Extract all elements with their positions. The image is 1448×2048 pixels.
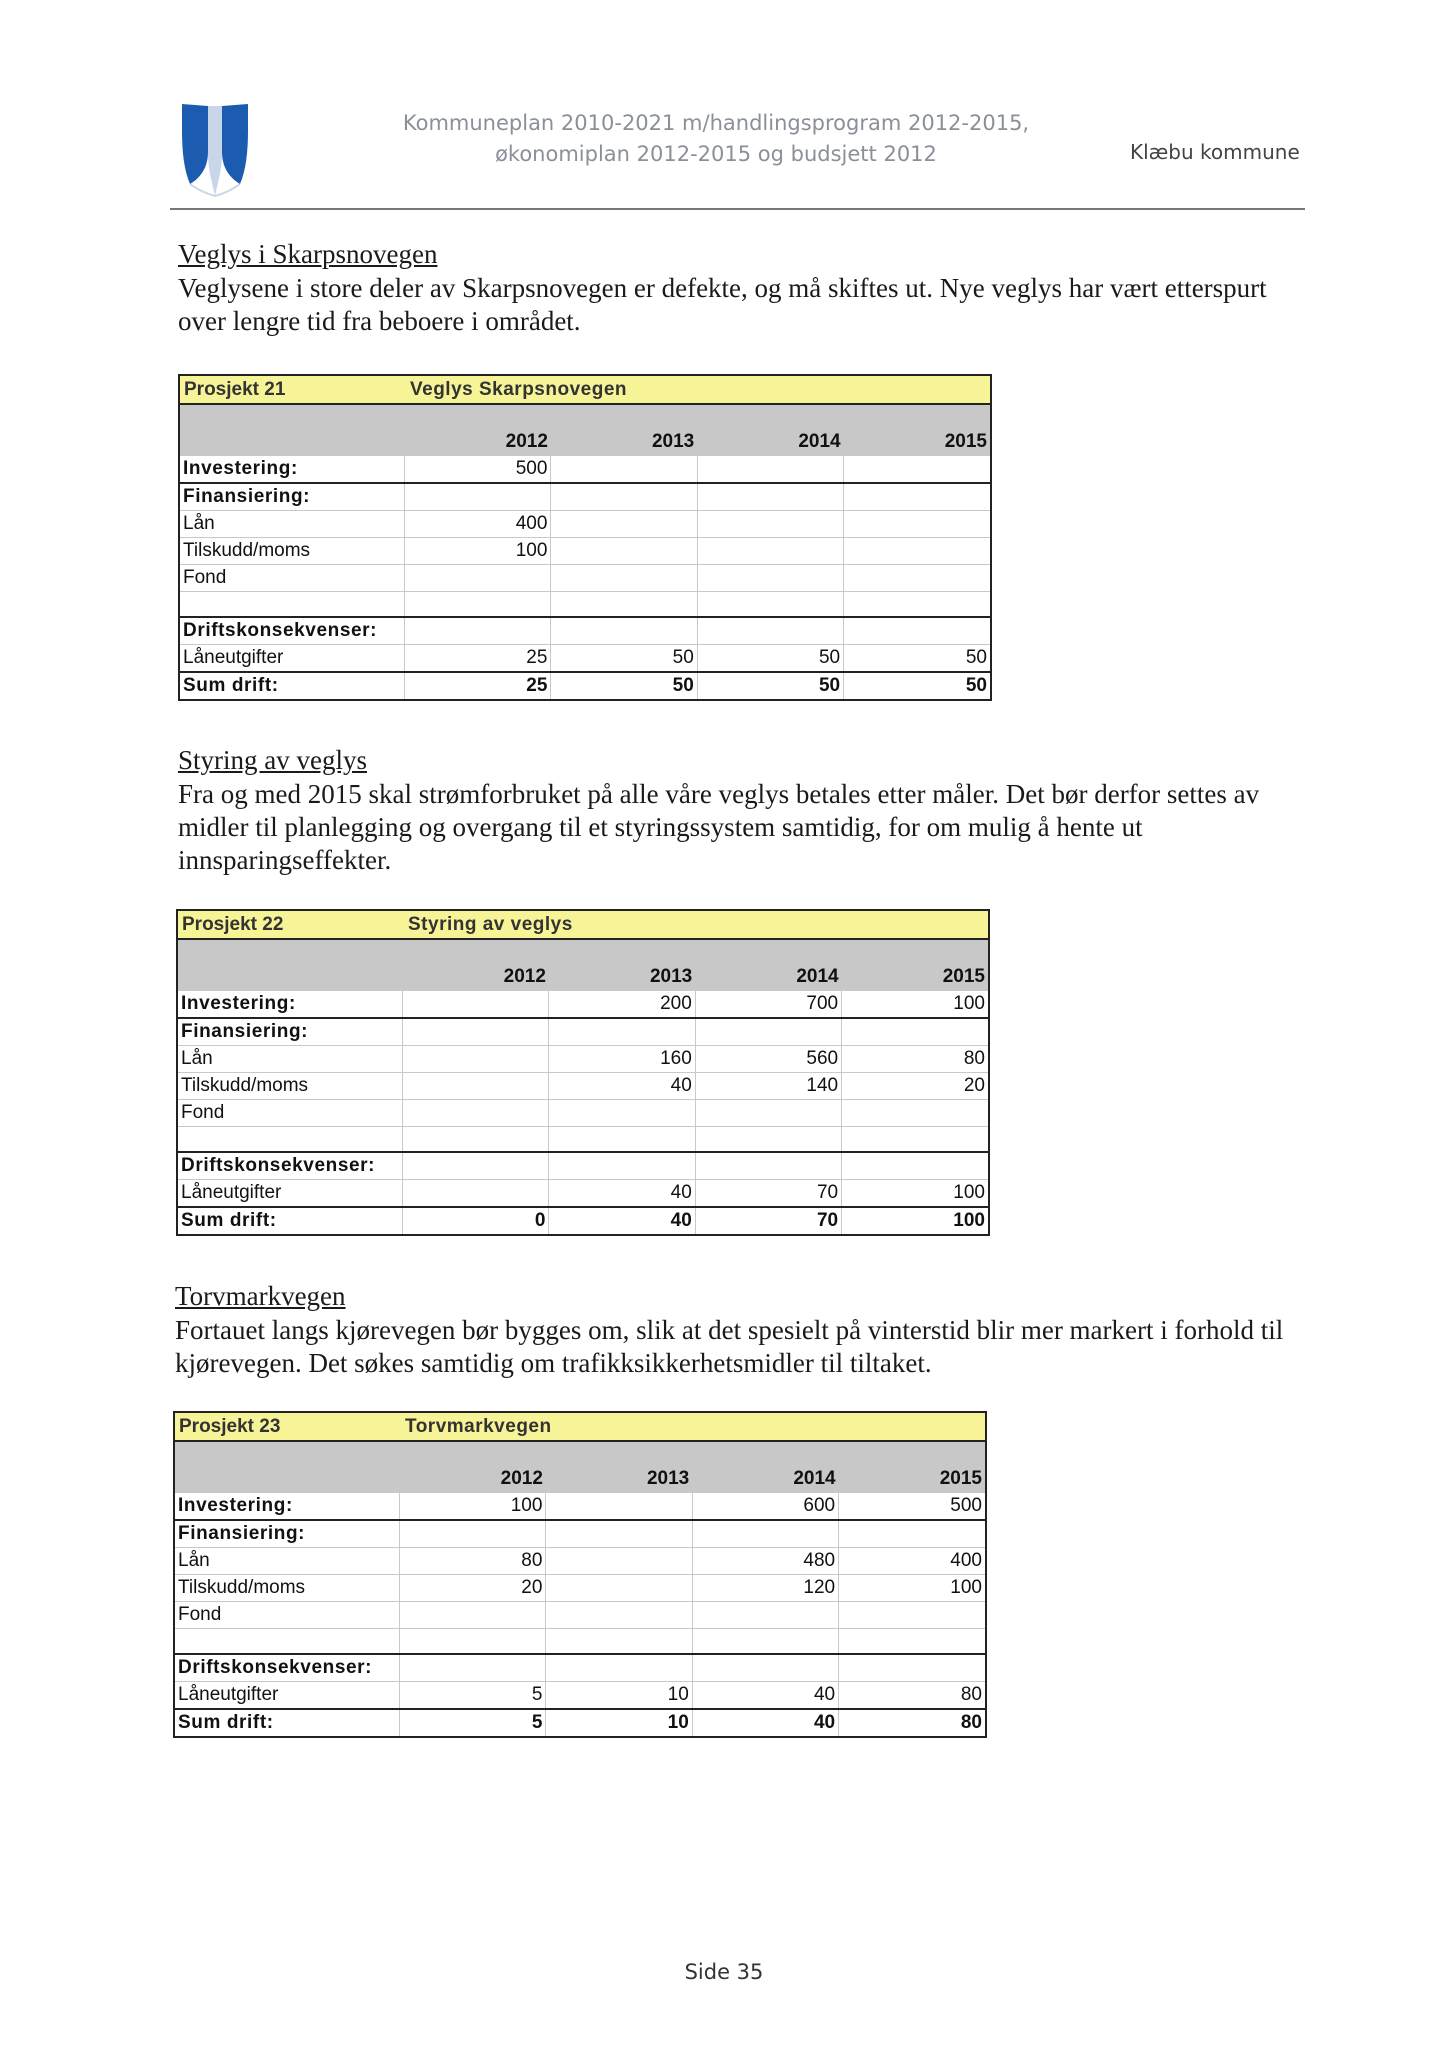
lan-2012: 80 — [400, 1548, 546, 1575]
sum-drift-2013: 10 — [546, 1709, 692, 1736]
fond-2015 — [839, 1602, 985, 1629]
laneutgifter-2012: 5 — [400, 1682, 546, 1710]
section-veglys-skarpsnovegen — [178, 238, 1298, 338]
investering-2012: 100 — [400, 1493, 546, 1521]
fond-2015 — [842, 1100, 988, 1127]
empty-cell — [692, 1520, 838, 1548]
empty-cell — [695, 1127, 841, 1153]
year-2014: 2014 — [695, 964, 841, 991]
empty-cell — [842, 1018, 988, 1046]
empty-cell — [405, 617, 551, 645]
sum-drift-2015: 80 — [839, 1709, 985, 1736]
header-title-line-1: Kommuneplan 2010-2021 m/handlingsprogram 2012-2015, — [402, 111, 1030, 135]
sum-drift-2014: 70 — [695, 1207, 841, 1234]
year-header-blank — [175, 1466, 400, 1493]
empty-cell — [549, 1127, 695, 1153]
driftskonsekvenser-row — [178, 1152, 988, 1180]
empty-cell — [546, 1654, 692, 1682]
sum-drift-row — [178, 1207, 988, 1234]
tilskudd-row — [180, 538, 990, 565]
investering-row — [180, 456, 990, 484]
sum-drift-2013: 50 — [551, 672, 697, 699]
lan-2014: 560 — [695, 1046, 841, 1073]
empty-cell — [549, 1018, 695, 1046]
project-table-21 — [178, 374, 992, 701]
fond-2012 — [400, 1602, 546, 1629]
laneutgifter-2012 — [403, 1180, 549, 1208]
sum-drift-2015: 100 — [842, 1207, 988, 1234]
table-shade-band — [175, 1442, 985, 1466]
empty-cell — [839, 1520, 985, 1548]
empty-cell — [180, 592, 405, 618]
fond-label: Fond — [175, 1602, 400, 1629]
lan-2014 — [697, 511, 843, 538]
empty-cell — [842, 1127, 988, 1153]
sum-drift-2014: 40 — [692, 1709, 838, 1736]
spacer-row — [180, 592, 990, 618]
investering-2013 — [551, 456, 697, 484]
fond-row — [180, 565, 990, 592]
empty-cell — [697, 483, 843, 511]
year-2012: 2012 — [400, 1466, 546, 1493]
project-name: Styring av veglys — [408, 914, 573, 935]
spacer-row — [175, 1629, 985, 1655]
tilskudd-2013 — [551, 538, 697, 565]
lan-label: Lån — [180, 511, 405, 538]
year-2012: 2012 — [405, 429, 551, 456]
project-title-bar — [178, 911, 988, 940]
lan-2014: 480 — [692, 1548, 838, 1575]
empty-cell — [405, 592, 551, 618]
empty-cell — [551, 592, 697, 618]
project-id: Prosjekt 23 — [179, 1416, 281, 1437]
lan-2015: 80 — [842, 1046, 988, 1073]
laneutgifter-2014: 50 — [697, 645, 843, 673]
sum-drift-2013: 40 — [549, 1207, 695, 1234]
section-heading: Styring av veglys — [178, 745, 367, 775]
project-id: Prosjekt 22 — [182, 914, 284, 935]
investering-2015: 500 — [839, 1493, 985, 1521]
lan-row — [178, 1046, 988, 1073]
tilskudd-2014 — [697, 538, 843, 565]
laneutgifter-row — [175, 1682, 985, 1710]
sum-drift-2012: 5 — [400, 1709, 546, 1736]
project-name: Torvmarkvegen — [405, 1416, 552, 1437]
sum-drift-label: Sum drift: — [175, 1709, 400, 1736]
tilskudd-row — [178, 1073, 988, 1100]
tilskudd-row — [175, 1575, 985, 1602]
year-2013: 2013 — [546, 1466, 692, 1493]
laneutgifter-label: Låneutgifter — [178, 1180, 403, 1208]
section-heading: Veglys i Skarpsnovegen — [178, 239, 438, 269]
header-divider — [170, 208, 1305, 210]
header-title-line-2: økonomiplan 2012-2015 og budsjett 2012 — [495, 142, 937, 166]
year-header-row — [175, 1466, 985, 1493]
investering-2013 — [546, 1493, 692, 1521]
sum-drift-label: Sum drift: — [178, 1207, 403, 1234]
year-header-row — [180, 429, 990, 456]
tilskudd-2013 — [546, 1575, 692, 1602]
year-2015: 2015 — [844, 429, 990, 456]
empty-cell — [405, 483, 551, 511]
fond-2015 — [844, 565, 990, 592]
empty-cell — [697, 592, 843, 618]
tilskudd-2015: 20 — [842, 1073, 988, 1100]
finansiering-row — [178, 1018, 988, 1046]
year-2012: 2012 — [403, 964, 549, 991]
fond-row — [175, 1602, 985, 1629]
laneutgifter-2014: 70 — [695, 1180, 841, 1208]
fond-2014 — [692, 1602, 838, 1629]
investering-2015: 100 — [842, 991, 988, 1019]
empty-cell — [842, 1152, 988, 1180]
fond-label: Fond — [178, 1100, 403, 1127]
investering-2014: 600 — [692, 1493, 838, 1521]
year-header-blank — [178, 964, 403, 991]
tilskudd-2014: 140 — [695, 1073, 841, 1100]
section-body-text: Fortauet langs kjørevegen bør bygges om, slik at det spesielt på vinterstid blir mer markert i forhold til kjørevegen. Det søkes samtidig om trafikksikkerhetsmidler til tiltaket. — [175, 1315, 1284, 1378]
year-header-blank — [180, 429, 405, 456]
laneutgifter-2013: 10 — [546, 1682, 692, 1710]
project-budget-grid — [175, 1466, 985, 1736]
finansiering-row — [175, 1520, 985, 1548]
finansiering-label: Finansiering: — [180, 483, 405, 511]
tilskudd-2012 — [403, 1073, 549, 1100]
fond-2014 — [695, 1100, 841, 1127]
fond-2013 — [546, 1602, 692, 1629]
empty-cell — [546, 1629, 692, 1655]
lan-row — [180, 511, 990, 538]
project-table-22 — [176, 909, 990, 1236]
tilskudd-label: Tilskudd/moms — [180, 538, 405, 565]
investering-2012: 500 — [405, 456, 551, 484]
lan-2013 — [551, 511, 697, 538]
table-shade-band — [178, 940, 988, 964]
empty-cell — [839, 1654, 985, 1682]
fond-2012 — [405, 565, 551, 592]
driftskonsekvenser-label: Driftskonsekvenser: — [180, 617, 405, 645]
investering-label: Investering: — [175, 1493, 400, 1521]
tilskudd-2015 — [844, 538, 990, 565]
lan-2015: 400 — [839, 1548, 985, 1575]
fond-2014 — [697, 565, 843, 592]
project-title-bar — [180, 376, 990, 405]
fond-2013 — [551, 565, 697, 592]
laneutgifter-2015: 50 — [844, 645, 990, 673]
empty-cell — [692, 1629, 838, 1655]
section-torvmarkvegen — [175, 1280, 1295, 1380]
sum-drift-label: Sum drift: — [180, 672, 405, 699]
fond-label: Fond — [180, 565, 405, 592]
sum-drift-2012: 0 — [403, 1207, 549, 1234]
section-body-text: Veglysene i store deler av Skarpsnovegen er defekte, og må skiftes ut. Nye veglys har vært etterspurt over lengre tid fra beboere i området. — [178, 273, 1267, 336]
finansiering-label: Finansiering: — [175, 1520, 400, 1548]
investering-row — [178, 991, 988, 1019]
sum-drift-2015: 50 — [844, 672, 990, 699]
investering-label: Investering: — [178, 991, 403, 1019]
tilskudd-label: Tilskudd/moms — [175, 1575, 400, 1602]
investering-row — [175, 1493, 985, 1521]
tilskudd-2015: 100 — [839, 1575, 985, 1602]
laneutgifter-2013: 40 — [549, 1180, 695, 1208]
lan-label: Lån — [178, 1046, 403, 1073]
laneutgifter-2015: 80 — [839, 1682, 985, 1710]
empty-cell — [839, 1629, 985, 1655]
empty-cell — [695, 1018, 841, 1046]
empty-cell — [844, 483, 990, 511]
project-budget-grid — [180, 429, 990, 699]
investering-2015 — [844, 456, 990, 484]
section-body-text: Fra og med 2015 skal strømforbruket på alle våre veglys betales etter måler. Det bør derfor settes av midler til planlegging og overgang til et styringssystem samtidig, for om mulig å hente ut innsparingseffekter. — [178, 779, 1260, 875]
project-id: Prosjekt 21 — [184, 379, 286, 400]
project-name: Veglys Skarpsnovegen — [410, 379, 627, 400]
empty-cell — [692, 1654, 838, 1682]
investering-2014 — [697, 456, 843, 484]
laneutgifter-row — [178, 1180, 988, 1208]
klaebu-coat-of-arms-icon — [178, 100, 252, 200]
lan-2015 — [844, 511, 990, 538]
section-heading: Torvmarkvegen — [175, 1281, 346, 1311]
year-2015: 2015 — [842, 964, 988, 991]
empty-cell — [403, 1127, 549, 1153]
lan-2012: 400 — [405, 511, 551, 538]
tilskudd-2012: 100 — [405, 538, 551, 565]
empty-cell — [175, 1629, 400, 1655]
driftskonsekvenser-label: Driftskonsekvenser: — [178, 1152, 403, 1180]
project-table-23 — [173, 1411, 987, 1738]
year-2014: 2014 — [697, 429, 843, 456]
laneutgifter-label: Låneutgifter — [180, 645, 405, 673]
tilskudd-2012: 20 — [400, 1575, 546, 1602]
page-number: Side 35 — [684, 1960, 764, 1984]
finansiering-row — [180, 483, 990, 511]
empty-cell — [695, 1152, 841, 1180]
municipality-name: Klæbu kommune — [1130, 140, 1300, 164]
empty-cell — [551, 617, 697, 645]
empty-cell — [403, 1018, 549, 1046]
empty-cell — [551, 483, 697, 511]
laneutgifter-label: Låneutgifter — [175, 1682, 400, 1710]
investering-2013: 200 — [549, 991, 695, 1019]
lan-label: Lån — [175, 1548, 400, 1575]
lan-row — [175, 1548, 985, 1575]
sum-drift-2014: 50 — [697, 672, 843, 699]
fond-2013 — [549, 1100, 695, 1127]
driftskonsekvenser-row — [180, 617, 990, 645]
empty-cell — [400, 1520, 546, 1548]
project-title-bar — [175, 1413, 985, 1442]
document-header-title — [336, 108, 1096, 170]
empty-cell — [400, 1629, 546, 1655]
laneutgifter-2014: 40 — [692, 1682, 838, 1710]
empty-cell — [400, 1654, 546, 1682]
fond-2012 — [403, 1100, 549, 1127]
empty-cell — [403, 1152, 549, 1180]
sum-drift-2012: 25 — [405, 672, 551, 699]
tilskudd-label: Tilskudd/moms — [178, 1073, 403, 1100]
year-2014: 2014 — [692, 1466, 838, 1493]
year-2013: 2013 — [551, 429, 697, 456]
empty-cell — [697, 617, 843, 645]
year-2015: 2015 — [839, 1466, 985, 1493]
lan-2012 — [403, 1046, 549, 1073]
section-styring-av-veglys — [178, 744, 1298, 877]
empty-cell — [844, 592, 990, 618]
investering-2014: 700 — [695, 991, 841, 1019]
laneutgifter-2015: 100 — [842, 1180, 988, 1208]
driftskonsekvenser-label: Driftskonsekvenser: — [175, 1654, 400, 1682]
driftskonsekvenser-row — [175, 1654, 985, 1682]
tilskudd-2013: 40 — [549, 1073, 695, 1100]
year-2013: 2013 — [549, 964, 695, 991]
empty-cell — [844, 617, 990, 645]
lan-2013 — [546, 1548, 692, 1575]
lan-2013: 160 — [549, 1046, 695, 1073]
year-header-row — [178, 964, 988, 991]
empty-cell — [549, 1152, 695, 1180]
laneutgifter-row — [180, 645, 990, 673]
project-budget-grid — [178, 964, 988, 1234]
sum-drift-row — [180, 672, 990, 699]
laneutgifter-2012: 25 — [405, 645, 551, 673]
investering-2012 — [403, 991, 549, 1019]
tilskudd-2014: 120 — [692, 1575, 838, 1602]
investering-label: Investering: — [180, 456, 405, 484]
laneutgifter-2013: 50 — [551, 645, 697, 673]
fond-row — [178, 1100, 988, 1127]
table-shade-band — [180, 405, 990, 429]
spacer-row — [178, 1127, 988, 1153]
sum-drift-row — [175, 1709, 985, 1736]
empty-cell — [546, 1520, 692, 1548]
finansiering-label: Finansiering: — [178, 1018, 403, 1046]
empty-cell — [178, 1127, 403, 1153]
